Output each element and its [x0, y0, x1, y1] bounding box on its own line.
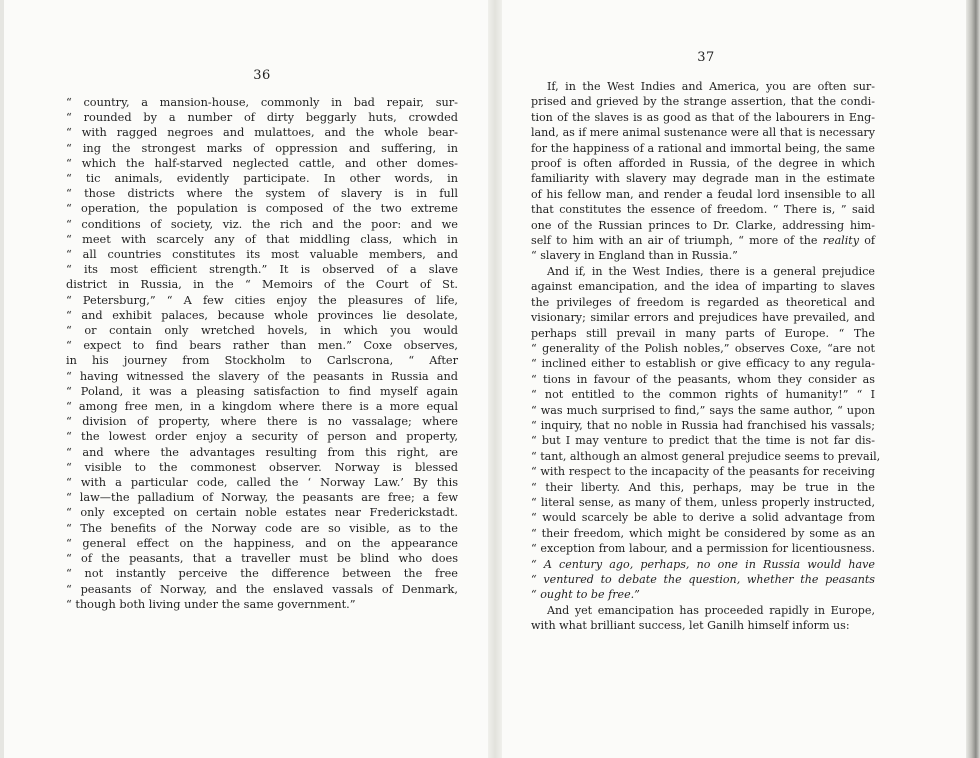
text-line: “ the lowest order enjoy a security of person and property,	[66, 430, 458, 444]
text-line: “ generality of the Polish nobles,” observes Coxe, “are not	[531, 341, 875, 355]
text-segment: of	[859, 234, 875, 248]
text-line: land, as if mere animal sustenance were all that is necessary	[531, 126, 875, 140]
text-line	[531, 233, 875, 248]
text-line: “ with respect to the incapacity of the peasants for receiving	[531, 465, 875, 479]
left-page-edge	[0, 0, 4, 758]
text-line: “ not instantly perceive the difference between the free	[66, 567, 458, 581]
text-line: “ division of property, where there is no vassalage; where	[66, 415, 458, 429]
text-segment: self to him with an air of triumph, “ more of the	[531, 234, 823, 248]
text-line: “ inclined either to establish or give efficacy to any regula-	[531, 357, 875, 371]
italic-line: “ ought to be free.”	[531, 588, 640, 602]
text-line: “ among free men, in a kingdom where there is a more equal	[66, 400, 458, 414]
text-line: “ operation, the population is composed of the two extreme	[66, 202, 458, 216]
text-line: “ but I may venture to predict that the time is not far dis-	[531, 434, 875, 448]
text-line: “ not entitled to the common rights of humanity!” “ I	[531, 388, 875, 402]
text-line: “ or contain only wretched hovels, in which you would	[66, 324, 458, 338]
text-line: proof is often afforded in Russia, of the degree in which	[531, 157, 875, 171]
text-line: one of the Russian princes to Dr. Clarke, addressing him-	[531, 218, 875, 232]
text-line: “ only excepted on certain noble estates near Frederickstadt.	[66, 506, 458, 520]
text-line: “ and where the advantages resulting from this right, are	[66, 445, 458, 459]
text-line: “ of the peasants, that a traveller must be blind who does	[66, 552, 458, 566]
text-line: “ visible to the commonest observer. Norway is blessed	[66, 460, 458, 474]
text-line: “ and exhibit palaces, because whole provinces lie desolate,	[66, 308, 458, 322]
right-page	[531, 50, 881, 634]
text-line: “ ing the strongest marks of oppression and suffering, in	[66, 141, 458, 155]
text-line: “ peasants of Norway, and the enslaved vassals of Denmark,	[66, 582, 458, 596]
text-line: tion of the slaves is as good as that of the labourers in Eng-	[531, 110, 875, 124]
italic-line: “ A century ago, perhaps, no one in Russia would have	[531, 557, 875, 571]
text-line: of his fellow man, and render a feudal lord insensible to all	[531, 187, 875, 201]
text-line: “ all countries constitutes its most valuable members, and	[66, 248, 458, 262]
text-line: visionary; similar errors and prejudices have prevailed, and	[531, 311, 875, 325]
text-line: “ The benefits of the Norway code are so visible, as to the	[66, 521, 458, 535]
text-line: “ having witnessed the slavery of the peasants in Russia and	[66, 369, 458, 383]
text-line: “ inquiry, that no noble in Russia had franchised his vassals;	[531, 418, 875, 432]
text-line: “ though both living under the same government.”	[66, 597, 356, 611]
text-line: familiarity with slavery may degrade man in the estimate	[531, 172, 875, 186]
text-line: prised and grieved by the strange assertion, that the condi-	[531, 95, 875, 109]
text-line: “ expect to find bears rather than men.” Coxe observes,	[66, 339, 458, 353]
text-line: “ exception from labour, and a permission for licentiousness.	[531, 542, 875, 556]
text-line: “ conditions of society, viz. the rich and the poor: and we	[66, 217, 458, 231]
text-line: that constitutes the essence of freedom. “ There is, ” said	[531, 203, 875, 217]
text-line: “ meet with scarcely any of that middling class, which in	[66, 232, 458, 246]
text-line: district in Russia, in the “ Memoirs of the Court of St.	[66, 278, 458, 292]
text-line: “ their liberty. And this, perhaps, may be true in the	[531, 480, 875, 494]
text-line: “ rounded by a number of dirty beggarly huts, crowded	[66, 111, 458, 125]
text-line: “ slavery in England than in Russia.”	[531, 249, 738, 263]
text-line: perhaps still prevail in many parts of Europe. “ The	[531, 326, 875, 340]
text-line: “ with a particular code, called the ‘ Norway Law.’ By this	[66, 476, 458, 490]
left-page	[66, 68, 458, 612]
text-line: “ with ragged negroes and mulattoes, and the whole bear-	[66, 126, 458, 140]
text-line: “ those districts where the system of slavery is in full	[66, 187, 458, 201]
left-page-text	[66, 95, 458, 612]
text-line: “ was much surprised to find,” says the same author, “ upon	[531, 403, 875, 417]
text-line: “ literal sense, as many of them, unless properly instructed,	[531, 495, 875, 509]
right-paragraph-1	[531, 79, 875, 264]
text-line: the privileges of freedom is regarded as theoretical and	[531, 295, 875, 309]
text-line: “ tions in favour of the peasants, whom they consider as	[531, 372, 875, 386]
text-line: “ tic animals, evidently participate. In other words, in	[66, 172, 458, 186]
book-gutter	[488, 0, 502, 758]
page-number-right: 37	[697, 50, 715, 65]
italic-word: reality	[822, 234, 860, 248]
text-line: with what brilliant success, let Ganilh himself inform us:	[531, 619, 850, 633]
right-page-text	[531, 79, 881, 634]
text-line: “ Poland, it was a pleasing satisfaction to find myself again	[66, 384, 458, 398]
text-line: “ would scarcely be able to derive a solid advantage from	[531, 511, 875, 525]
text-line: “ country, a mansion-house, commonly in bad repair, sur-	[66, 96, 458, 109]
right-page-edge	[966, 0, 980, 758]
text-line: “ Petersburg,” “ A few cities enjoy the pleasures of life,	[66, 293, 458, 307]
left-paragraph	[66, 95, 458, 612]
text-line: “ tant, although an almost general prejudice seems to prevail,	[531, 449, 881, 463]
text-line: “ law—the palladium of Norway, the peasants are free; a few	[66, 491, 458, 505]
italic-line: “ ventured to debate the question, whether the peasants	[531, 573, 875, 586]
text-line: “ general effect on the happiness, and on the appearance	[66, 536, 458, 550]
text-line: And if, in the West Indies, there is a general prejudice	[547, 264, 875, 278]
text-line: “ their freedom, which might be considered by some as an	[531, 526, 875, 540]
text-line: If, in the West Indies and America, you are often sur-	[547, 80, 875, 93]
right-paragraph-2	[531, 264, 881, 603]
text-line: And yet emancipation has proceeded rapidly in Europe,	[547, 603, 875, 617]
text-line: “ which the half-starved neglected cattle, and other domes-	[66, 156, 458, 170]
page-number-left: 36	[253, 68, 271, 83]
text-line: against emancipation, and the idea of imparting to slaves	[531, 280, 875, 294]
text-line: for the happiness of a rational and immortal being, the same	[531, 141, 875, 155]
text-line: “ its most efficient strength.” It is observed of a slave	[66, 263, 458, 277]
right-paragraph-3	[531, 603, 875, 634]
text-line: in his journey from Stockholm to Carlscrona, “ After	[66, 354, 458, 368]
